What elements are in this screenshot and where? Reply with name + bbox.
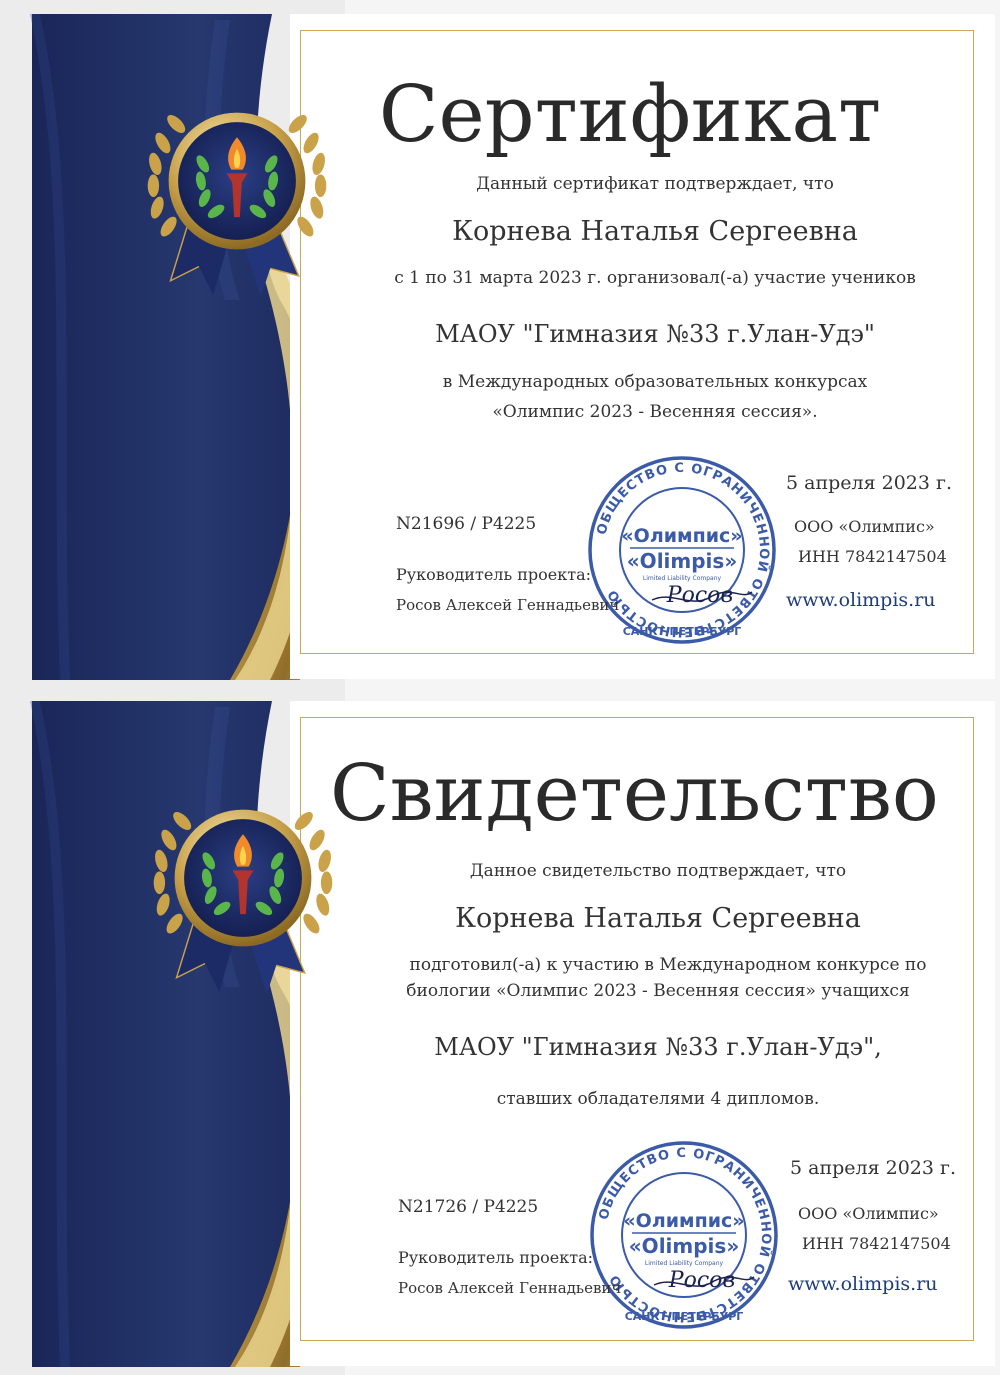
period-text: с 1 по 31 марта 2023 г. организовал(-а) участие учеников (394, 268, 916, 288)
result-text: ставших обладателями 4 дипломов. (496, 1089, 820, 1109)
manager-name: Росов Алексей Геннадьевич (398, 1279, 622, 1297)
person-name: Корнева Наталья Сергеевна (455, 903, 861, 934)
prepared-line-1: подготовил(-а) к участию в Международном конкурсе по (409, 955, 927, 975)
confirm-text: Данное свидетельство подтверждает, что (469, 861, 847, 881)
manager-label: Руководитель проекта: (396, 565, 592, 584)
testimonial-title: Свидетельство (330, 749, 939, 839)
certificate-number: N21696 / P4225 (396, 514, 537, 534)
company-seal-stamp (582, 450, 782, 650)
prepared-line-2: биологии «Олимпис 2023 - Весенняя сессия» учащихся (406, 981, 910, 1001)
testimonial-sheet (0, 687, 1000, 1375)
contest-line-1: в Международных образовательных конкурсах (442, 372, 868, 392)
issue-date: 5 апреля 2023 г. (786, 472, 953, 494)
rosette-medal-icon (138, 783, 348, 1011)
company-seal-stamp (584, 1135, 784, 1335)
contest-line-2: «Олимпис 2023 - Весенняя сессия». (492, 402, 818, 422)
person-name: Корнева Наталья Сергеевна (452, 216, 858, 247)
company-name: ООО «Олимпис» (798, 1204, 939, 1223)
confirm-text: Данный сертификат подтверждает, что (476, 174, 834, 194)
website-link[interactable]: www.olimpis.ru (786, 589, 936, 611)
manager-name: Росов Алексей Геннадьевич (396, 596, 620, 614)
school-name: МАОУ "Гимназия №33 г.Улан-Удэ", (434, 1033, 882, 1061)
testimonial-number: N21726 / P4225 (398, 1197, 539, 1217)
manager-label: Руководитель проекта: (398, 1248, 594, 1267)
company-inn: ИНН 7842147504 (798, 547, 947, 566)
company-name: ООО «Олимпис» (794, 517, 935, 536)
website-link[interactable]: www.olimpis.ru (788, 1273, 938, 1295)
certificate-title: Сертификат (378, 70, 882, 160)
rosette-medal-icon (132, 86, 342, 314)
issue-date: 5 апреля 2023 г. (790, 1157, 957, 1179)
school-name: МАОУ "Гимназия №33 г.Улан-Удэ" (435, 320, 875, 348)
company-inn: ИНН 7842147504 (802, 1234, 951, 1253)
